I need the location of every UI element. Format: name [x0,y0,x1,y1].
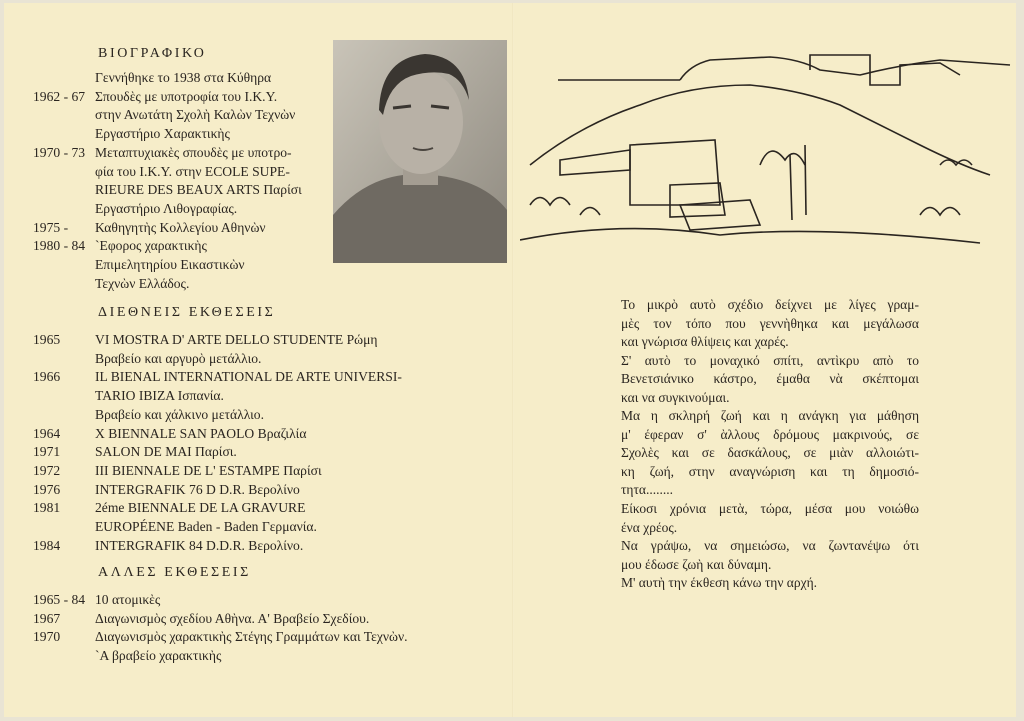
entry-year: 1971 [33,444,61,460]
entry-line [33,406,503,425]
entry-year [33,125,95,144]
kythera-castle-sketch [520,45,1016,250]
entry-year: 1976 [33,481,61,497]
entry-text: στην Ανωτάτη Σχολὴ Καλὼν Τεχνὼν [95,107,296,123]
artist-statement [621,296,919,593]
entry-text: IL BIENAL INTERNATIONAL DE ARTE UNIVERSI- [95,369,402,385]
entry-text: TARIO IBIZA Ισπανία. [95,388,224,404]
entry-year: 1965 - 84 [33,592,86,607]
statement-line: μου έδωσε ζωὴ και δύναμη. [621,556,772,572]
entry-text: Εργαστήριο Λιθογραφίας. [95,200,238,216]
entry-year [33,200,95,219]
entry-line [33,647,503,666]
entry-line [33,610,503,629]
center-fold [512,3,514,717]
brochure-spread [4,3,1016,717]
statement-line: Βενετσιάνικο κάστρο, έμαθα νὰ σκέπτομαι [621,371,919,387]
entry-year [33,275,95,294]
entry-year [33,163,95,182]
statement-line: μὲς τον τόπο που γεννὴθηκα και μεγάλωσα [621,315,919,331]
entry-year: 1984 [33,537,61,553]
entry-line [33,368,503,387]
statement-line: κη ζωή, στην αναγνώριση και τη δημοσιό- [621,463,919,479]
entry-line [33,628,503,647]
statement-line: τητα........ [621,482,673,498]
entry-line [33,499,503,518]
entry-text: INTERGRAFIK 76 D D.R. Βερολίνο [95,481,300,497]
entry-text: Τεχνὼν Ελλάδος. [95,275,190,291]
entry-line [33,425,503,444]
entry-year: 1970 - 73 [33,144,86,160]
entry-text: Καθηγητὴς Κολλεγίου Αθηνὼν [95,219,266,235]
other-exhibitions-list [33,591,503,666]
entry-text: Γεννήθηκε το 1938 στα Κύθηρα [95,70,272,85]
entry-text: X BIENNALE SAN PAOLO Βραζιλία [95,425,307,441]
entry-text: Διαγωνισμὸς χαρακτικὴς Στέγης Γραμμάτων και Τεχνὼν. [95,629,408,645]
entry-year: 1964 [33,425,61,441]
entry-text: RIEURE DES BEAUX ARTS Παρίσι [95,182,302,198]
entry-year: 1970 [33,629,61,645]
entry-line [33,591,503,610]
statement-line: ένα χρέος. [621,519,678,535]
statement-line: Μ' αυτὴ την έκθεση κάνω την αρχή. [621,575,818,591]
entry-text: VI MOSTRA D' ARTE DELLO STUDENTE Ρώμη [95,332,378,347]
international-exhibitions-list [33,331,503,555]
statement-line: και γνώρισα θλίψεις και χαρές. [621,334,789,350]
entry-text: `Α βραβείο χαρακτικὴς [95,648,222,664]
entry-year [33,518,95,537]
statement-line: Είκοσι χρόνια μετὰ, τώρα, μέσα μου νοιώθω [621,501,919,517]
entry-text: INTERGRAFIK 84 D.D.R. Βερολίνο. [95,537,304,553]
statement-line: Μα η σκληρή ζωή και η ανάγκη για μάθηση [621,408,919,424]
other-exhibitions-heading: ΑΛΛΕΣ ΕΚΘΕΣΕΙΣ [98,565,251,580]
entry-year [33,106,95,125]
entry-year [33,350,95,369]
entry-text: Εργαστήριο Χαρακτικὴς [95,126,230,142]
entry-line [33,537,503,556]
entry-year: 1966 [33,369,61,385]
entry-text: Επιμελητηρίου Εικαστικὼν [95,257,245,273]
entry-line [33,350,503,369]
entry-text: SALON DE MAI Παρίσι. [95,444,237,460]
entry-year: 1980 - 84 [33,238,86,254]
entry-year [33,387,95,406]
entry-year: 1962 - 67 [33,88,86,104]
entry-line [33,387,503,406]
entry-text: III BIENNALE DE L' ESTAMPE Παρίσι [95,462,322,478]
entry-year: 1975 - [33,219,69,235]
statement-line: Σ' αυτὸ το μοναχικό σπίτι, αντὶκρυ απὸ το [621,352,919,368]
entry-year [33,181,95,200]
entry-text: φία του Ι.Κ.Υ. στην ECOLE SUPE- [95,163,290,179]
entry-year: 1972 [33,462,61,478]
entry-year [33,69,95,88]
entry-year [33,647,95,666]
entry-line [33,518,503,537]
entry-year: 1981 [33,500,61,516]
biography-heading: ΒΙΟΓΡΑΦΙΚΟ [98,46,207,61]
entry-text: EUROPÉENE Baden - Baden Γερμανία. [95,519,317,535]
entry-text: 2éme BIENNALE DE LA GRAVURE [95,500,306,516]
statement-line: Το μικρὸ αυτὸ σχέδιο δείχνει με λίγες γραμ- [621,297,919,312]
entry-line [33,275,503,294]
entry-text: Διαγωνισμὸς σχεδίου Αθὴνα. Α' Βραβείο Σχεδίου. [95,610,370,626]
statement-line: μ' έφεραν σ' ὰλλους δρόμους μακρινούς, σε [621,426,919,442]
entry-text: 10 ατομικὲς [95,592,161,607]
entry-text: Βραβείο και αργυρὸ μετάλλιο. [95,350,262,366]
entry-line [33,443,503,462]
entry-year [33,256,95,275]
entry-line [33,331,503,350]
entry-text: Σπουδὲς με υποτροφία του Ι.Κ.Υ. [95,88,278,104]
statement-line: Να γράψω, να σημειώσω, να ζωντανέψω ότι [621,538,919,554]
entry-text: Μεταπτυχιακὲς σπουδὲς με υποτρο- [95,144,292,160]
artist-portrait-photo [333,40,507,263]
statement-line: Σχολὲς και σε δασκάλους, σε μιὰν αλλοιώτι- [621,445,919,461]
international-exhibitions-heading: ΔΙΕΘΝΕΙΣ ΕΚΘΕΣΕΙΣ [98,305,276,320]
entry-line [33,481,503,500]
entry-year [33,406,95,425]
entry-year: 1965 [33,332,61,347]
entry-text: Βραβείο και χάλκινο μετάλλιο. [95,406,264,422]
entry-line [33,462,503,481]
entry-text: `Εφορος χαρακτικὴς [95,238,207,254]
entry-year: 1967 [33,610,61,626]
statement-line: και να συγκινούμαι. [621,389,730,405]
